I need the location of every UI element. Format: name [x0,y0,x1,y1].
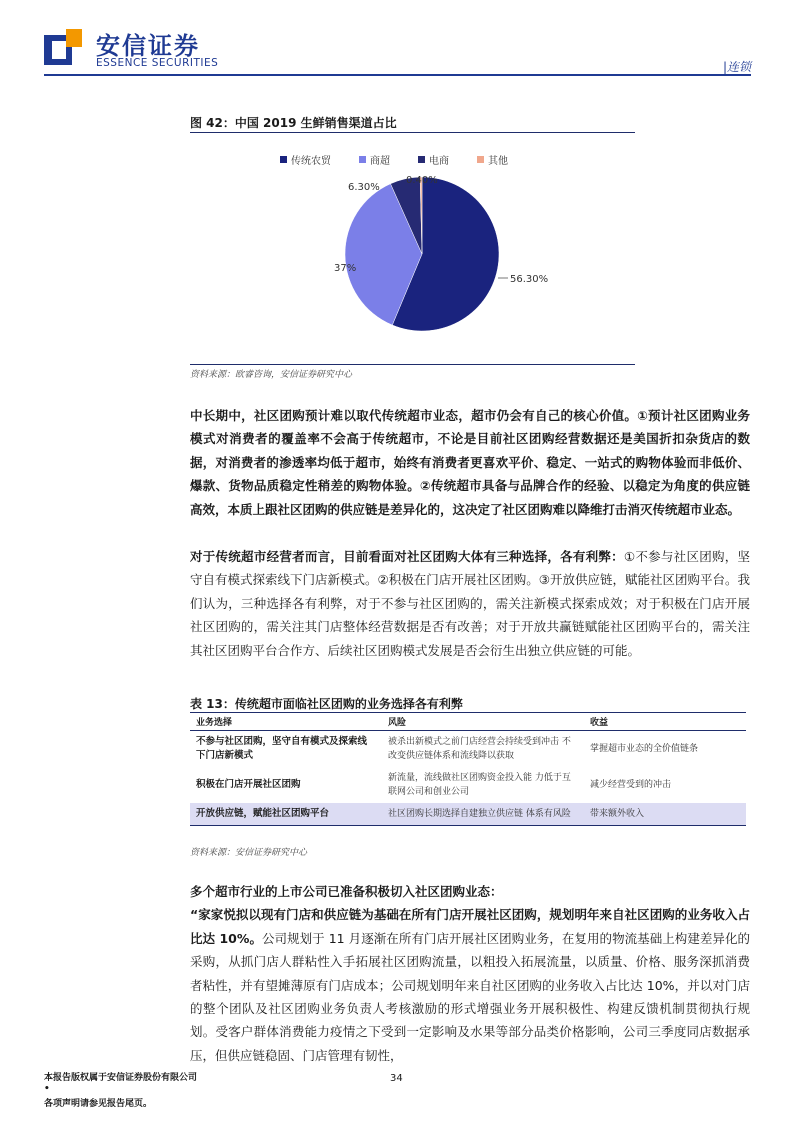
logo-chinese-name: 安信证券 [96,32,200,60]
legend-swatch [418,156,425,163]
data-label: 6.30% [348,182,380,193]
company-logo-icon [44,27,84,67]
legend-item [418,152,449,167]
legend-item [280,152,331,167]
paragraph-3 [190,880,750,1067]
paragraph-3-head: 多个超市行业的上市公司已准备积极切入社区团购业态： [190,884,503,899]
legend-swatch [477,156,484,163]
table-cell-choice: 不参与社区团购，坚守自有模式及探索线下门店新模式 [196,736,368,761]
paragraph-2-lead: 对于传统超市经营者而言，目前看面对社区团购大体有三种选择，各有利弊： [190,549,624,564]
paragraph-3-body: 公司规划于 11 月逐渐在所有门店开展社区团购业务，在复用的物流基础上构建差异化的采购，从抓门店人群粘性入手拓展社区团购流量，以粗投入拓展流量，以质量、价格、服务深抓消费者粘性，并有望摊薄原有门店成本；公司规划明年来自社区团购的业务收入占比达 10%，并以对门店的整个团队及社区团购业务负责人考核激励的形式增强业务开展积极性、构建反馈机制贯彻执行规划。受客户群体消费能力疫情之下受到一定影响及水果等部分品类价格影响，公司三季度同店数据承压，但供应链稳固、门店管理有韧性， [190,930,750,1063]
footer-copyright: 本报告版权属于安信证券股份有限公司 [44,1073,198,1083]
legend-label: 其他 [488,156,508,167]
table-row [190,803,746,826]
table-cell-benefit: 掌握超市业态的全价值链条 [590,744,699,754]
legend-label: 电商 [429,156,449,167]
figure-top-rule [190,132,635,133]
logo-english-name: ESSENCE SECURITIES [96,57,219,69]
table-row [190,767,746,803]
table-cell-risk: 社区团购长期选择自建独立供应链 体系有风险 [382,803,584,826]
footer-disclaimer: 各项声明请参见报告尾页。 [44,1099,153,1109]
paragraph-2 [190,545,750,662]
table-header-cell: 业务选择 [190,713,382,731]
paragraph-2-body: ①不参与社区团购，坚守自有模式探索线下门店新模式。②积极在门店开展社区团购。③开放供应链，赋能社区团购平台。我们认为，三种选择各有利弊，对于不参与社区团购的，需关注新模式探索成效；对于积极在门店开展社区团购的，需关注其门店整体经营数据是否有改善；对于开放共赢链赋能社区团购平台的，需关注其社区团购平台合作方、后续社区团购模式发展是否会衍生出独立供应链的可能。 [190,549,750,658]
legend-label: 传统农贸 [291,156,331,167]
legend-swatch [359,156,366,163]
table-cell-choice: 积极在门店开展社区团购 [196,779,301,790]
paragraph-3-lead: “家家悦拟以现有门店和供应链为基础在所有门店开展社区团购，规划明年来自社区团购的业务收入占比达 10%。 [190,907,750,946]
data-label: 37% [334,263,357,274]
chart-legend [280,152,508,167]
page-number: 34 [390,1073,403,1084]
table-cell-risk: 被杀出新模式之前门店经营会持续受到冲击 不改变供应链体系和流线降以获取 [388,737,571,761]
pie-chart [300,170,600,350]
data-label: 0.40% [406,175,438,186]
table-row [190,731,746,768]
table-title: 表 13：传统超市面临社区团购的业务选择各有利弊 [190,697,463,711]
table-header-cell: 风险 [382,713,584,731]
legend-label: 商超 [370,156,390,167]
paragraph-1-text: 中长期中，社区团购预计难以取代传统超市业态，超市仍会有自己的核心价值。①预计社区团购业务模式对消费者的覆盖率不会高于传统超市，不论是目前社区团购经营数据还是美国折扣杂货店的数据，对消费者的渗透率均低于超市，始终有消费者更喜欢平价、稳定、一站式的购物体验而非低价、爆款、货物品质稳定性稍差的购物体验。②传统超市具备与品牌合作的经验、以稳定为角度的供应链高效，本质上跟社区团购的供应链是差异化的，这决定了社区团购难以降维打击消灭传统超市业态。 [190,408,750,517]
table-cell-choice: 开放供应链，赋能社区团购平台 [190,803,382,826]
table-header-cell: 收益 [584,713,746,731]
footer-bullet: • [44,1084,50,1094]
business-choice-table [190,712,746,826]
legend-swatch [280,156,287,163]
figure-title: 图 42：中国 2019 生鲜销售渠道占比 [190,116,397,130]
legend-item [359,152,390,167]
figure-bottom-rule [190,364,635,365]
table-cell-risk: 新流量，流线做社区团购资金投入能 力低于互联网公司和创业公司 [388,773,571,797]
data-label: 56.30% [510,274,549,285]
table-cell-benefit: 减少经营受到的冲击 [590,780,672,790]
header-divider [44,74,751,76]
table-header-row [190,713,746,731]
legend-item [477,152,508,167]
table-cell-benefit: 带来额外收入 [584,803,746,826]
figure-source: 资料来源：欧睿咨询，安信证券研究中心 [190,370,353,380]
industry-label: |连锁 [722,60,751,74]
paragraph-1 [190,404,750,521]
table-source: 资料来源：安信证券研究中心 [190,848,308,858]
